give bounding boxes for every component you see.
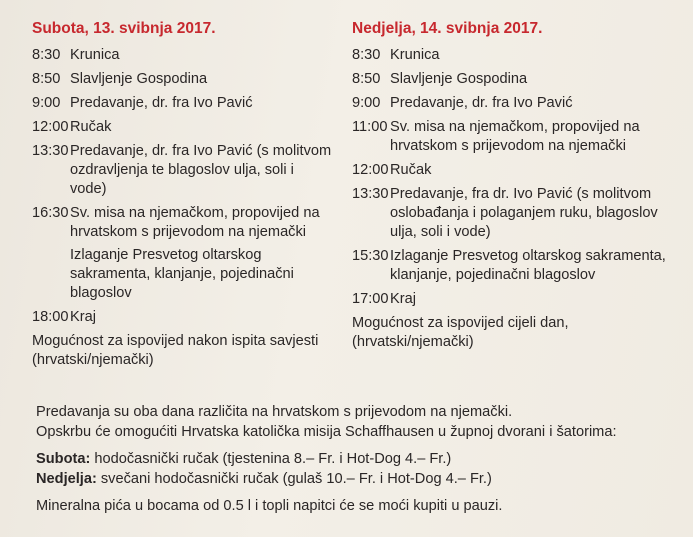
- entry-time: 12:00: [352, 162, 389, 178]
- schedule-entry: [352, 161, 682, 180]
- schedule-entry: [32, 94, 332, 113]
- entry-text: Sv. misa na njemačkom, propovijed na hrvatskom s prijevodom na njemački: [70, 205, 320, 240]
- entry-time: 13:30: [32, 143, 69, 159]
- saturday-lunch-text: hodočasnički ručak (tjestenina 8.– Fr. i Hot-Dog 4.– Fr.): [90, 451, 452, 467]
- entry-text: Sv. misa na njemačkom, propovijed na hrvatskom s prijevodom na njemački: [390, 119, 640, 154]
- schedule-entry: [352, 247, 682, 285]
- entry-text: Krunica: [70, 47, 120, 63]
- entry-text: Krunica: [390, 47, 440, 63]
- entry-text: Ručak: [390, 162, 432, 178]
- schedule-entry: [32, 142, 332, 199]
- entry-time: 9:00: [352, 95, 381, 111]
- entry-time: 11:00: [352, 119, 388, 135]
- entry-time: 12:00: [32, 119, 69, 135]
- entry-text: Slavljenje Gospodina: [390, 71, 528, 87]
- entry-text: Predavanje, dr. fra Ivo Pavić: [390, 95, 573, 111]
- schedule-entry: [32, 118, 332, 137]
- entry-time: 8:50: [352, 71, 381, 87]
- sunday-label: Nedjelja:: [36, 471, 97, 487]
- entry-text: Predavanje, dr. fra Ivo Pavić (s molitvom ozdravljenja te blagoslov ulja, soli i vode): [70, 143, 332, 197]
- footer-line-lectures: Predavanja su oba dana različita na hrvatskom s prijevodom na njemački.: [36, 404, 513, 420]
- saturday-label: Subota:: [36, 451, 91, 467]
- entry-time: 13:30: [352, 186, 389, 202]
- schedule-entry: [32, 70, 332, 89]
- footer-drinks: Mineralna pića u bocama od 0.5 l i topli napitci će se moći kupiti u pauzi.: [36, 498, 503, 514]
- saturday-title: Subota, 13. svibnja 2017.: [32, 20, 216, 37]
- footer-notes: [36, 402, 676, 516]
- entry-text: Kraj: [70, 309, 96, 325]
- footer-sunday-lunch: [36, 469, 676, 489]
- adoration-text: Izlaganje Presvetog oltarskog sakramenta, klanjanje, pojedinačni blagoslov: [70, 247, 294, 301]
- entry-time: 8:30: [352, 47, 381, 63]
- saturday-column: [32, 18, 332, 370]
- entry-time: 17:00: [352, 291, 389, 307]
- schedule-entry: [352, 70, 682, 89]
- schedule-entry: [352, 185, 682, 242]
- entry-text: Ručak: [70, 119, 112, 135]
- schedule-entry: [352, 46, 682, 65]
- schedule-entry: [32, 46, 332, 65]
- schedule-entry: [352, 94, 682, 113]
- schedule-entry: [352, 118, 682, 156]
- entry-text: Izlaganje Presvetog oltarskog sakramenta, klanjanje, pojedinačni blagoslov: [390, 248, 666, 283]
- sunday-lunch-text: svečani hodočasnički ručak (gulaš 10.– Fr. i Hot-Dog 4.– Fr.): [96, 471, 492, 487]
- footer-saturday-lunch: [36, 449, 676, 469]
- entry-text: Slavljenje Gospodina: [70, 71, 208, 87]
- schedule-entry: [32, 204, 332, 242]
- entry-time: 8:30: [32, 47, 61, 63]
- confession-note: Mogućnost za ispovijed nakon ispita savjesti (hrvatski/njemački): [32, 333, 319, 368]
- footer-line-catering: Opskrbu će omogućiti Hrvatska katolička misija Schaffhausen u župnoj dvorani i šatorima:: [36, 424, 617, 440]
- confession-note: Mogućnost za ispovijed cijeli dan, (hrvatski/njemački): [352, 315, 569, 350]
- entry-text: Kraj: [390, 291, 416, 307]
- entry-time: 16:30: [32, 205, 69, 221]
- entry-time: 9:00: [32, 95, 61, 111]
- schedule-entry: [352, 290, 682, 309]
- schedule-entry: [32, 308, 332, 327]
- entry-time: 18:00: [32, 309, 69, 325]
- sunday-column: [352, 18, 682, 352]
- entry-text: Predavanje, dr. fra Ivo Pavić: [70, 95, 253, 111]
- entry-time: 15:30: [352, 248, 389, 264]
- entry-text: Predavanje, fra dr. Ivo Pavić (s molitvom oslobađanja i polaganjem ruku, blagoslov ulja, soli i vode): [390, 186, 658, 240]
- entry-time: 8:50: [32, 71, 61, 87]
- sunday-title: Nedjelja, 14. svibnja 2017.: [352, 20, 543, 37]
